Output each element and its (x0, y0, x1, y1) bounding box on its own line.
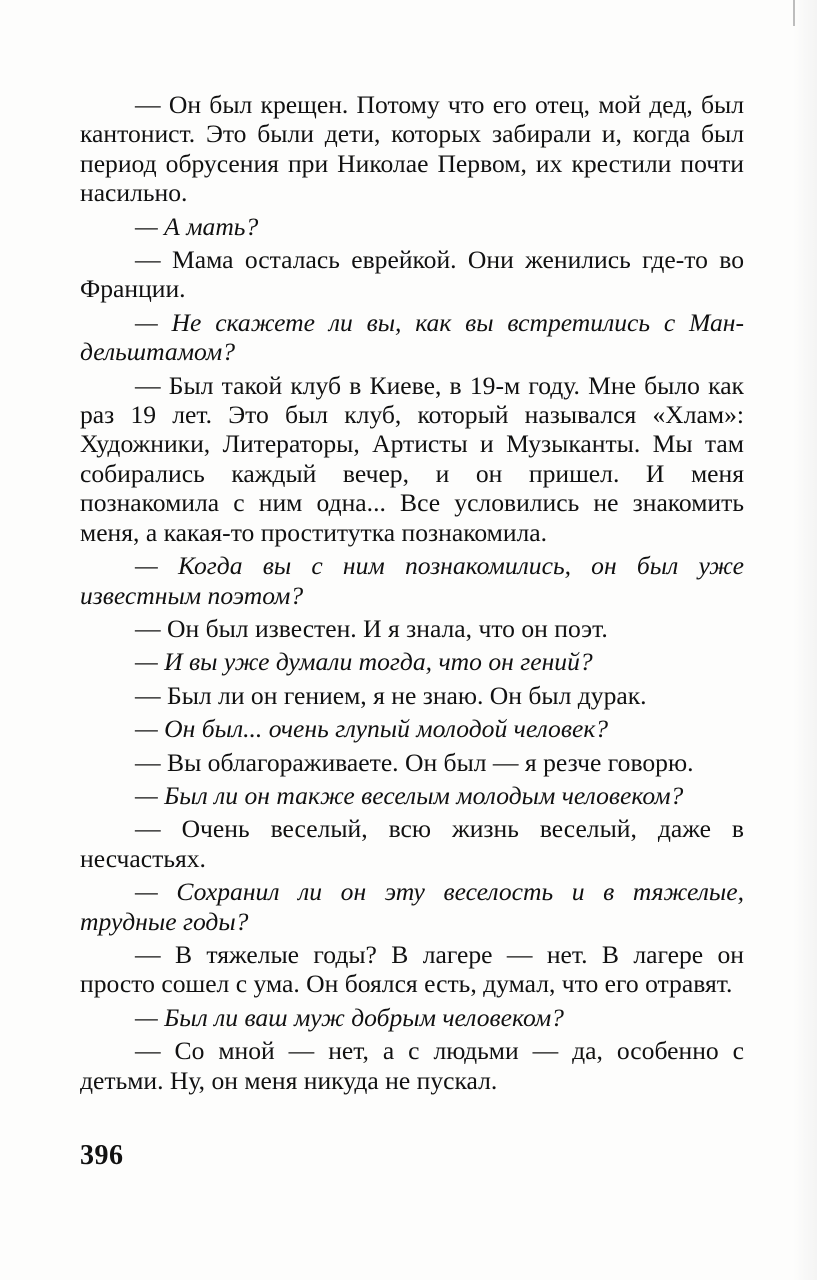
paragraph-question: — Сохранил ли он эту веселость и в тяжелые, трудные годы? (80, 877, 744, 936)
paragraph-answer: — Был ли он гением, я не знаю. Он был дурак. (135, 680, 647, 710)
paragraph-question: — Когда вы с ним познакомились, он был уже известным поэтом? (80, 551, 744, 610)
paragraph-question: — А мать? (135, 211, 259, 241)
paragraph-answer: — Со мной — нет, а с людьми — да, особенно с детьми. Ну, он меня никуда не пускал. (80, 1036, 744, 1095)
paragraph-answer: — Он был известен. И я знала, что он поэт. (135, 613, 608, 643)
paragraph-question: — И вы уже думали тогда, что он гений? (135, 647, 593, 677)
paragraph-question: — Был ли он также веселым молодым человеком? (135, 780, 684, 810)
paragraph-answer: — Он был крещен. Потому что его отец, мой дед, был кантонист. Это были дети, которых забирали и, когда был период обрусения при Николае Первом, их крестили почти насильно. (80, 90, 744, 208)
paragraph-answer: — В тяжелые годы? В лагере — нет. В лагере он просто сошел с ума. Он боялся есть, думал, что его отравят. (80, 939, 744, 999)
paragraph-question: — Он был... очень глупый молодой человек? (135, 714, 609, 744)
paragraph-answer: — Вы облагораживаете. Он был — я резче говорю. (135, 747, 694, 777)
paragraph-answer: — Был такой клуб в Киеве, в 19-м году. Мне было как раз 19 лет. Это был клуб, который назывался «Хлам»: Художники, Литераторы, Артисты и Музыканты. Мы там собирались каждый вечер, и он пришел. И меня познакомила с ним одна... Все условились не знакомить меня, а какая-то проститутка познакомила. (80, 370, 744, 547)
paragraph-question: — Не скажете ли вы, как вы встретились с Мандельштамом? (80, 307, 744, 367)
paragraph-answer: — Мама осталась еврейкой. Они женились где-то во Франции. (80, 245, 744, 304)
paragraph-answer: — Очень веселый, всю жизнь веселый, даже в несчастьях. (80, 814, 744, 873)
scan-edge-mark (793, 0, 795, 26)
paragraph-question: — Был ли ваш муж добрым человеком? (135, 1002, 564, 1032)
page-edge-shadow (793, 0, 817, 1280)
interview-text (80, 90, 744, 1095)
page-number: 396 (80, 1140, 124, 1171)
